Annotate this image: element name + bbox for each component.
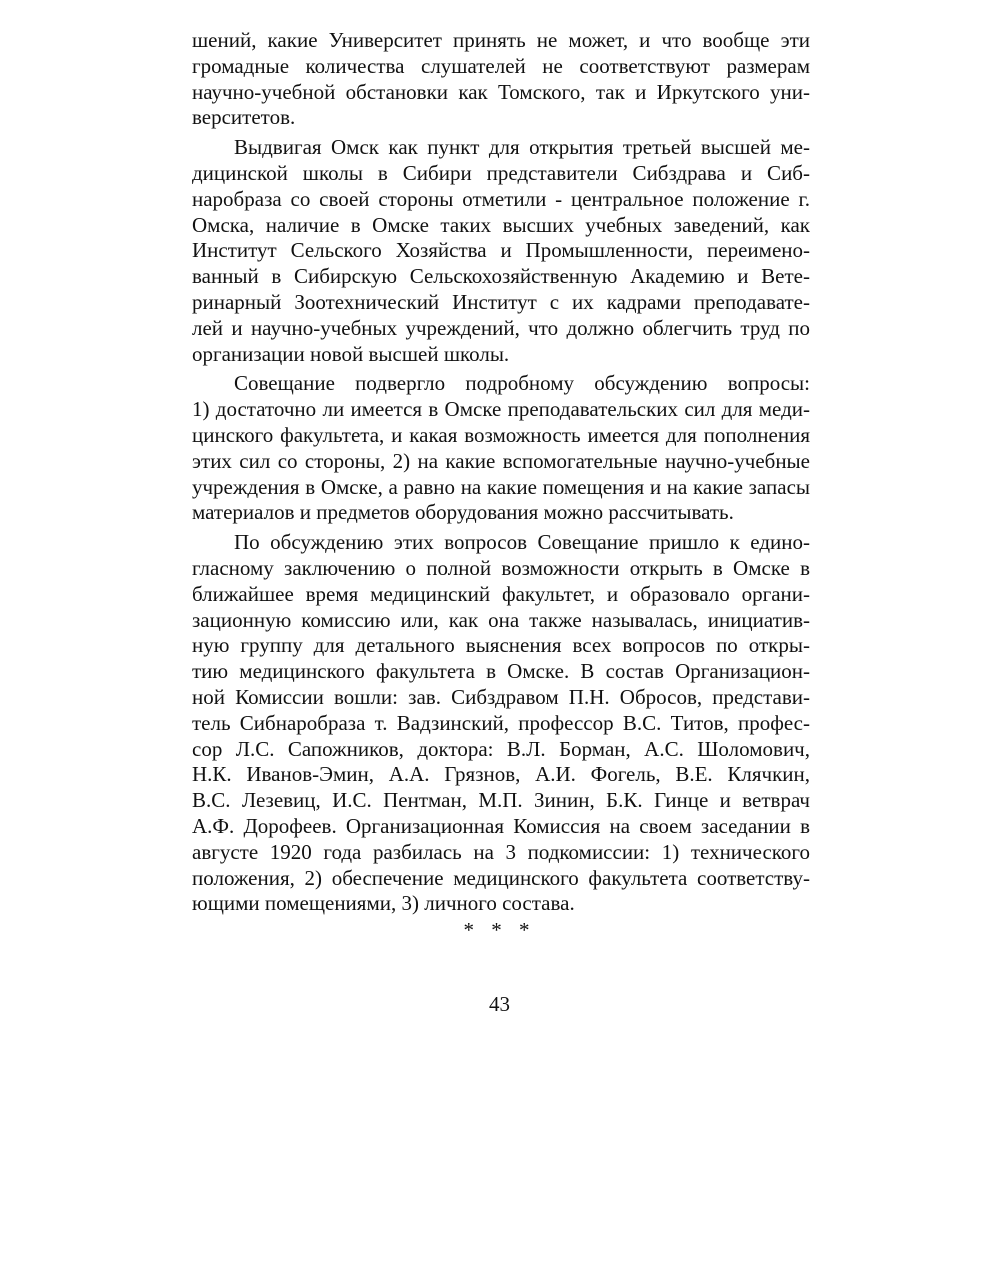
text-line: дицинской школы в Сибири представители Сибздрава и Сиб- [192, 160, 810, 185]
text-line: А.Ф. Дорофеев. Организационная Комиссия на своем заседании в [192, 813, 810, 838]
text-line: гласному заключению о полной возможности открыть в Омске в [192, 555, 810, 580]
text-line: Институт Сельского Хозяйства и Промышленности, переимено- [192, 238, 810, 263]
text-line: организации новой высшей школы. [192, 341, 510, 366]
text-line: ющими помещениями, 3) личного состава. [192, 891, 575, 916]
text-line: Совещание подвергло подробному обсуждению вопросы: [234, 371, 810, 396]
text-line: Омска, наличие в Омске таких высших учебных заведений, как [192, 212, 810, 237]
page-number: 43 [489, 992, 510, 1016]
page-body [192, 28, 810, 917]
text-line: Н.К. Иванов-Эмин, А.А. Грязнов, А.И. Фогель, В.Е. Клячкин, [192, 762, 810, 787]
text-line: материалов и предметов оборудования можно рассчитывать. [192, 500, 734, 525]
text-line: учреждения в Омске, а равно на какие помещения и на какие запасы [192, 474, 810, 499]
text-line: ближайшее время медицинский факультет, и образовало органи- [192, 581, 810, 606]
text-line: августе 1920 года разбилась на 3 подкомиссии: 1) технического [192, 839, 810, 864]
paragraph-1 [192, 28, 810, 131]
text-line: громадные количества слушателей не соответствуют размерам [192, 53, 810, 78]
text-line: 1) достаточно ли имеется в Омске преподавательских сил для меди- [192, 397, 810, 422]
paragraph-2 [192, 135, 810, 367]
text-line: цинского факультета, и какая возможность имеется для пополнения [192, 422, 810, 447]
text-line: сор Л.С. Сапожников, доктора: В.Л. Борман, А.С. Шоломович, [192, 736, 810, 761]
text-line: тию медицинского факультета в Омске. В состав Организацион- [192, 659, 810, 684]
text-line: лей и научно-учебных учреждений, что должно облегчить труд по [192, 315, 810, 340]
text-line: зационную комиссию или, как она также называлась, инициатив- [192, 607, 810, 632]
text-line: ванный в Сибирскую Сельскохозяйственную Академию и Вете- [192, 264, 810, 289]
text-line: этих сил со стороны, 2) на какие вспомогательные научно-учебные [192, 448, 810, 473]
section-separator: * * * [463, 918, 536, 942]
text-line: ную группу для детального выяснения всех вопросов по откры- [192, 633, 810, 658]
paragraph-4 [192, 530, 810, 917]
text-line: научно-учебной обстановки как Томского, так и Иркутского уни- [192, 79, 810, 104]
text-line: шений, какие Университет принять не может, и что вообще эти [192, 28, 810, 52]
text-line: В.С. Лезевиц, И.С. Пентман, М.П. Зинин, Б.К. Гинце и ветврач [192, 788, 810, 813]
text-line: Выдвигая Омск как пункт для открытия третьей высшей ме- [234, 135, 810, 160]
text-line: ной Комиссии вошли: зав. Сибздравом П.Н. Обросов, представи- [192, 684, 810, 709]
text-line: По обсуждению этих вопросов Совещание пришло к едино- [234, 530, 810, 555]
text-line: ринарный Зоотехнический Институт с их кадрами преподавате- [192, 289, 810, 314]
text-line: тель Сибнаробраза т. Вадзинский, профессор В.С. Титов, профес- [192, 710, 810, 735]
text-line: верситетов. [192, 105, 296, 130]
text-line: наробраза со своей стороны отметили - центральное положение г. [192, 186, 810, 211]
paragraph-3 [192, 371, 810, 526]
text-line: положения, 2) обеспечение медицинского факультета соответству- [192, 865, 810, 890]
